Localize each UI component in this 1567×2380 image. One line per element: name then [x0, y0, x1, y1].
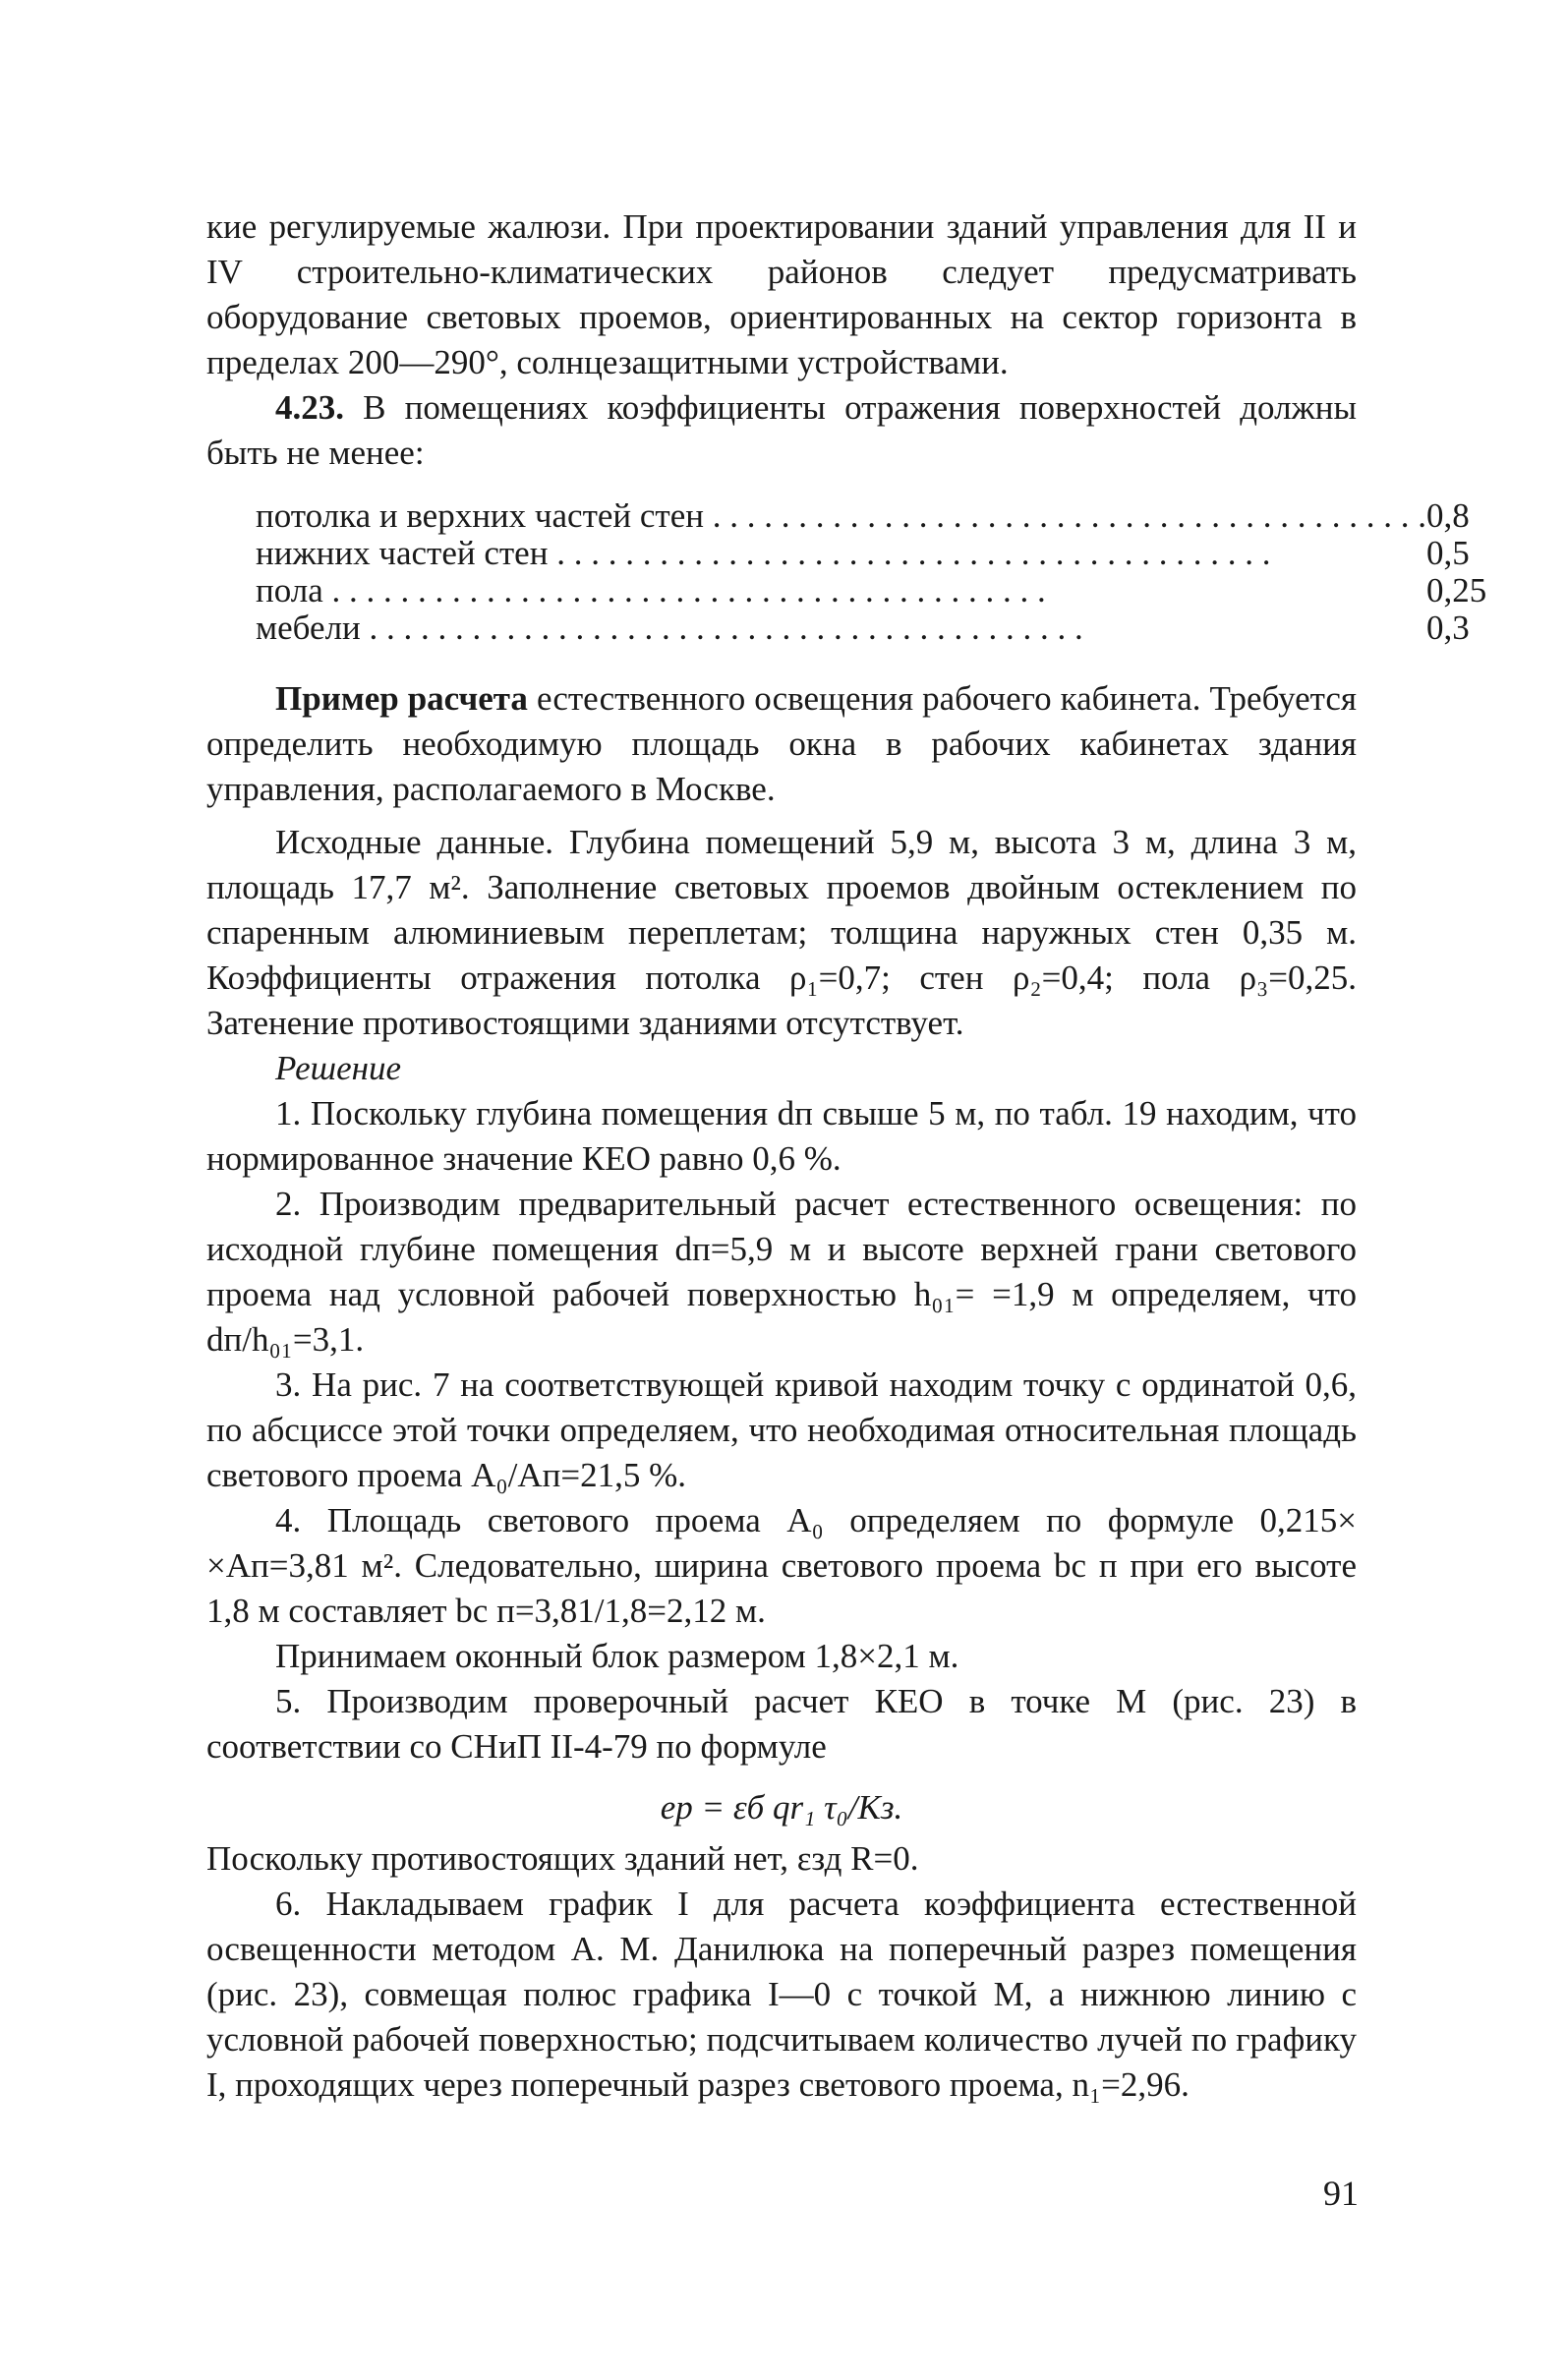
paragraph-initial-data: Исходные данные. Глубина помещений 5,9 м, высота 3 м, длина 3 м, площадь 17,7 м². Заполнение световых проемов двойным остеклением по спаренным алюминиевым переплетам; толщина наружных стен 0,35 м. Коэффициенты отражения потолка ρ₁=0,7; стен ρ₂=0,4; пола ρ₃=0,25. Затенение противостоящими зданиями отсутствует.	[206, 823, 1357, 1042]
coefficient-value: 0,8	[1426, 496, 1470, 535]
paragraph-step-3: 3. На рис. 7 на соответствующей кривой находим точку с ординатой 0,6, по абсциссе этой точки определяем, что необходимая относительная площадь светового проема A₀/Aп=21,5 %.	[206, 1365, 1357, 1494]
table-row	[256, 610, 1486, 647]
example-text: естественного освещения рабочего кабинета. Требуется определить необходимую площадь окна в рабочих кабинетах здания управления, располагаемого в Москве.	[206, 679, 1357, 808]
paragraph-step-4: 4. Площадь светового проема A₀ определяем по формуле 0,215× ×Aп=3,81 м². Следовательно, ширина светового проема bс п при его высоте 1,8 м составляет bс п=3,81/1,8=2,12 м.	[206, 1501, 1357, 1630]
page-number: 91	[1323, 2174, 1359, 2213]
solution-heading: Решение	[275, 1049, 402, 1087]
paragraph-example	[206, 676, 1357, 812]
coefficient-value: 0,5	[1426, 534, 1470, 572]
coefficient-name: потолка и верхних частей стен . . .	[256, 497, 1426, 535]
paragraph-4-23	[206, 385, 1357, 476]
coefficient-value: 0,25	[1426, 571, 1487, 610]
section-number: 4.23.	[275, 388, 344, 427]
coefficient-value: 0,3	[1426, 609, 1470, 647]
paragraph-intro: кие регулируемые жалюзи. При проектировании зданий управления для II и IV строительно-климатических районов следует предусматривать оборудование световых проемов, ориентированных на сектор горизонта в пределах 200—290°, солнцезащитными устройствами.	[206, 207, 1357, 381]
example-title: Пример расчета	[275, 679, 528, 718]
section-text: В помещениях коэффициенты отражения поверхностей должны быть не менее:	[206, 388, 1357, 472]
paragraph-step-5: 5. Производим проверочный расчет КЕО в точке M (рис. 23) в соответствии со СНиП II-4-79 по формуле	[206, 1682, 1357, 1766]
document-page	[206, 204, 1487, 2108]
table-row	[256, 572, 1486, 610]
paragraph-no-buildings: Поскольку противостоящих зданий нет, εзд R=0.	[206, 1839, 919, 1878]
coefficient-name: пола . . .	[256, 572, 1426, 610]
paragraph-window-block: Принимаем оконный блок размером 1,8×2,1 м.	[275, 1637, 959, 1675]
paragraph-step-2: 2. Производим предварительный расчет естественного освещения: по исходной глубине помещения dп=5,9 м и высоте верхней грани светового проема над условной рабочей поверхностью h₀₁= =1,9 м определяем, что dп/h₀₁=3,1.	[206, 1185, 1357, 1359]
paragraph-step-1: 1. Поскольку глубина помещения dп свыше 5 м, по табл. 19 находим, что нормированное значение КЕО равно 0,6 %.	[206, 1094, 1357, 1178]
table-row	[256, 497, 1486, 535]
paragraph-step-6: 6. Накладываем график I для расчета коэффициента естественной освещенности методом А. М. Данилюка на поперечный разрез помещения (рис. 23), совмещая полюс графика I—0 с точкой M, а нижнюю линию с условной рабочей поверхностью; подсчитываем количество лучей по графику I, проходящих через поперечный разрез светового проема, n₁=2,96.	[206, 1885, 1357, 2104]
coefficient-name: мебели . . .	[256, 610, 1426, 647]
table-row	[256, 535, 1486, 572]
formula-keo: eр = εб qr₁ τ₀/Kз.	[660, 1788, 903, 1827]
coefficient-name: нижних частей стен . . .	[256, 535, 1426, 572]
reflection-coefficients-table	[256, 497, 1486, 647]
